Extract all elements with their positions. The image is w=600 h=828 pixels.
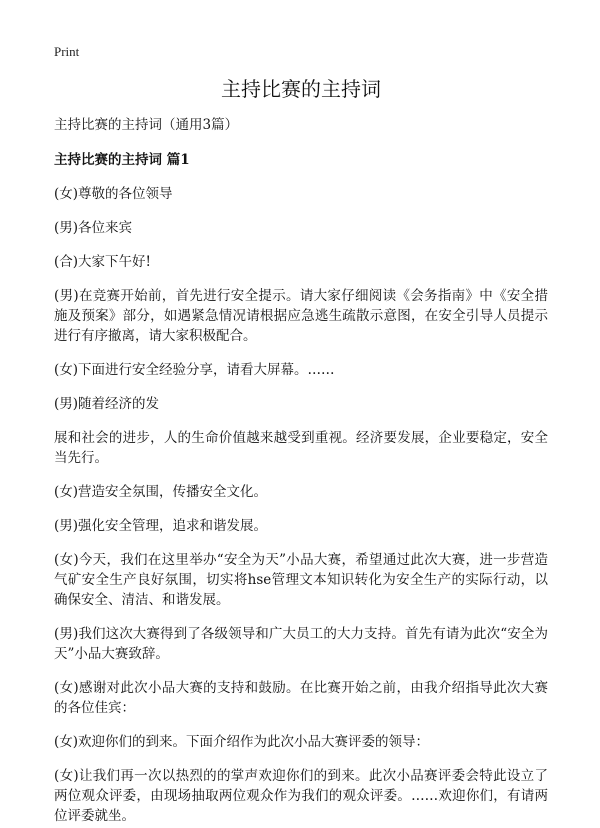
paragraph: (男)在竞赛开始前，首先进行安全提示。请大家仔细阅读《会务指南》中《安全措施及预案》部分，如遇紧急情况请根据应急逃生疏散示意图，在安全引导人员提示进行有序撤离，请大家积极配合。 <box>54 288 548 344</box>
paragraph: (女)下面进行安全经验分享，请看大屏幕。…… <box>54 362 335 378</box>
paragraph: (女)营造安全氛围，传播安全文化。 <box>54 484 268 500</box>
paragraph: (女)尊敬的各位领导 <box>54 186 173 202</box>
print-label: Print <box>54 44 80 59</box>
paragraph: (男)强化安全管理，追求和谐发展。 <box>54 518 268 534</box>
paragraph: (男)随着经济的发 <box>54 396 160 412</box>
paragraph: (男)各位来宾 <box>54 220 133 236</box>
document-title: 主持比赛的主持词 <box>221 77 381 101</box>
paragraph: (女)欢迎你们的到来。下面介绍作为此次小品大赛评委的领导： <box>54 734 430 750</box>
paragraph: (合)大家下午好! <box>54 254 151 270</box>
section-heading: 主持比赛的主持词 篇1 <box>54 152 190 168</box>
paragraph: 展和社会的进步，人的生命价值越来越受到重视。经济要发展，企业要稳定，安全当先行。 <box>54 430 548 466</box>
document-subtitle: 主持比赛的主持词（通用3篇） <box>54 117 239 133</box>
paragraph: (女)让我们再一次以热烈的的掌声欢迎你们的到来。此次小品赛评委会特此设立了两位观众评委，由现场抽取两位观众作为我们的观众评委。……欢迎你们，有请两位评委就坐。 <box>54 768 548 824</box>
paragraph: (男)我们这次大赛得到了各级领导和广大员工的大力支持。首先有请为此次“安全为天”小品大赛致辞。 <box>54 626 548 662</box>
paragraph: (女)今天，我们在这里举办“安全为天”小品大赛，希望通过此次大赛，进一步营造气矿安全生产良好氛围，切实将hse管理文本知识转化为安全生产的实际行动，以确保安全、清洁、和谐发展。 <box>54 552 548 608</box>
paragraph: (女)感谢对此次小品大赛的支持和鼓励。在比赛开始之前，由我介绍指导此次大赛的各位佳宾： <box>54 680 548 716</box>
